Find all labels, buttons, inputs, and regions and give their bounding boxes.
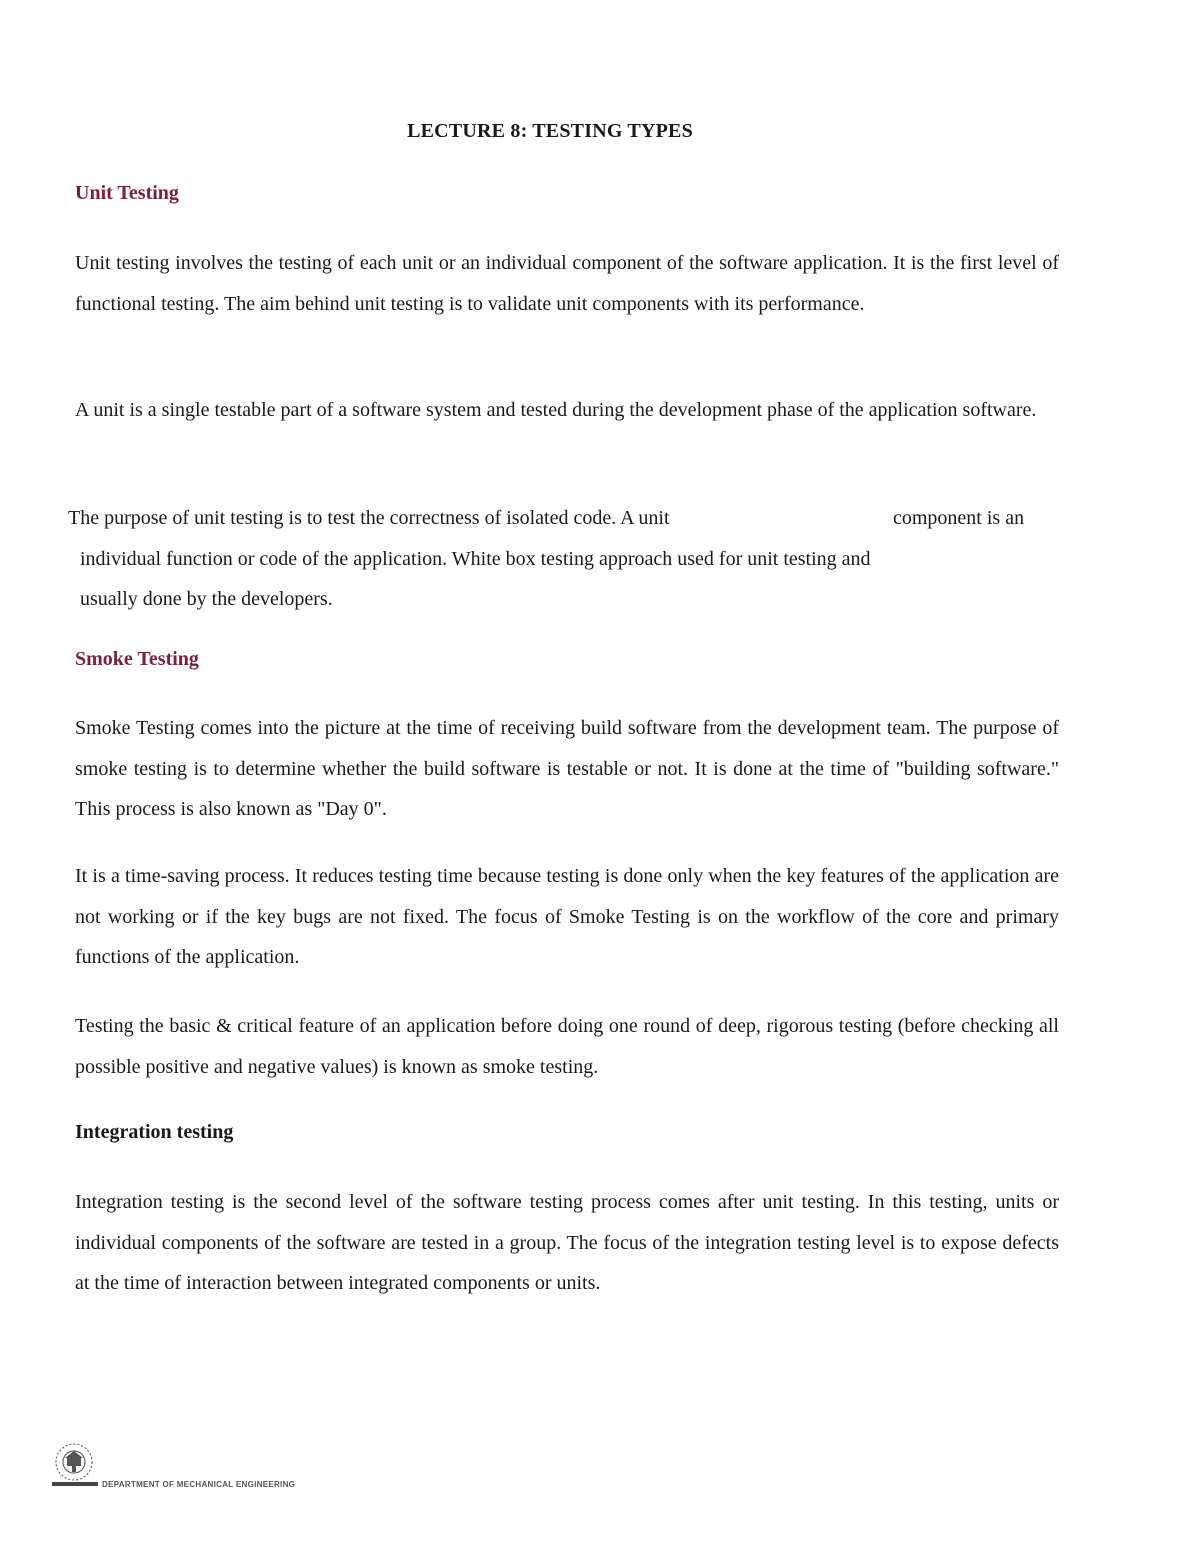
institution-seal-icon (50, 1440, 100, 1492)
unit-testing-paragraph-1: Unit testing involves the testing of each unit or an individual component of the software application. It is the first level of functional testing. The aim behind unit testing is to validate unit components with its performance. (75, 252, 1059, 315)
integration-testing-paragraph-1: Integration testing is the second level of the software testing process comes after unit testing. In this testing, units or individual components of the software are tested in a group. The focus of the integration testing level is to expose defects at the time of interaction between integrated components or units. (75, 1191, 1059, 1294)
section-heading-integration-testing: Integration testing (75, 1121, 234, 1143)
unit-testing-paragraph-3-line-1b: component is an (893, 507, 1025, 529)
page-title: LECTURE 8: TESTING TYPES (407, 120, 693, 142)
department-label: DEPARTMENT OF MECHANICAL ENGINEERING (102, 1480, 296, 1489)
section-heading-unit-testing: Unit Testing (75, 182, 179, 204)
smoke-testing-paragraph-1: Smoke Testing comes into the picture at the time of receiving build software from the development team. The purpose of smoke testing is to determine whether the build software is testable or not. It is done at the time of "building software." This process is also known as "Day 0". (75, 717, 1059, 820)
unit-testing-paragraph-3-line-3: usually done by the developers. (80, 588, 333, 610)
smoke-testing-paragraph-3: Testing the basic & critical feature of an application before doing one round of deep, rigorous testing (before checking all possible positive and negative values) is known as smoke testing. (75, 1015, 1059, 1078)
footer-logo (50, 1440, 310, 1496)
unit-testing-paragraph-3-line-1a: The purpose of unit testing is to test the correctness of isolated code. A unit (68, 507, 670, 529)
section-heading-smoke-testing: Smoke Testing (75, 648, 199, 670)
smoke-testing-paragraph-2: It is a time-saving process. It reduces testing time because testing is done only when the key features of the application are not working or if the key bugs are not fixed. The focus of Smoke Testing is on the workflow of the core and primary functions of the application. (75, 865, 1059, 968)
unit-testing-paragraph-3-line-2: individual function or code of the application. White box testing approach used for unit testing and (80, 548, 871, 570)
unit-testing-paragraph-2: A unit is a single testable part of a software system and tested during the development phase of the application software. (75, 399, 1037, 421)
